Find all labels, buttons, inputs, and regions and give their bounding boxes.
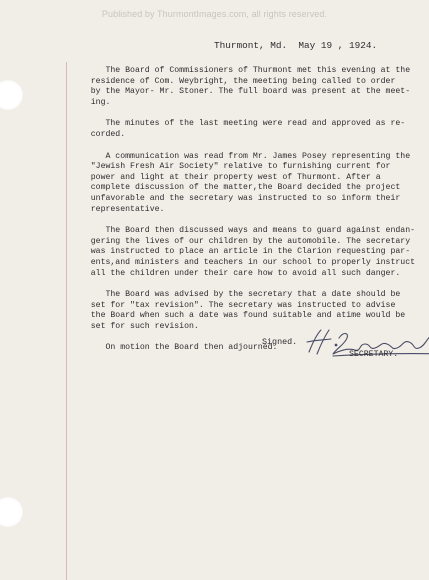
margin-line bbox=[66, 62, 67, 580]
signed-label: Signed. bbox=[262, 337, 298, 347]
punch-hole-bottom bbox=[0, 497, 23, 527]
minutes-body bbox=[76, 66, 422, 365]
watermark: Published by ThurmontImages.com, all rights reserved. bbox=[101, 9, 328, 19]
paragraph-tax-revision: The Board was advised by the secretary that a date should be set for "tax revision". The secretary was instructed to advise the Board when such a date was found suitable and atime would be set for such revision. bbox=[90, 290, 406, 331]
paragraph-adjourned: On motion the Board then adjourned. bbox=[76, 343, 278, 353]
paragraph-minutes-approved: The minutes of the last meeting were read and approved as re- corded. bbox=[90, 119, 406, 139]
signature-row bbox=[262, 324, 429, 360]
punch-hole-top bbox=[0, 80, 23, 110]
paragraph-communication: A communication was read from Mr. James Posey representing the "Jewish Fresh Air Society" relative to furnishing current for power and light at their property west of Thurmont. After a complete discussion of the matter,the Board decided the project unfavorable and the secretary was instructed to so inform their representative. bbox=[90, 151, 411, 214]
paragraph-child-safety: The Board then discussed ways and means to guard against endan- gering the lives of our children by the automobile. The secretary was instructed to place an article in the Clarion requesting par- ents,and ministers and teachers in our school to properly instruct all the children under their care how to avoid all such danger. bbox=[90, 226, 416, 278]
paragraph-meeting-called: The Board of Commissioners of Thurmont met this evening at the residence of Com. Weybright, the meeting being called to order by the Mayor- Mr. Stoner. The full board was present at the meet- ing. bbox=[90, 66, 411, 107]
dateline: Thurmont, Md. May 19 , 1924. bbox=[214, 40, 378, 51]
secretary-title: SECRETARY. bbox=[349, 350, 399, 359]
